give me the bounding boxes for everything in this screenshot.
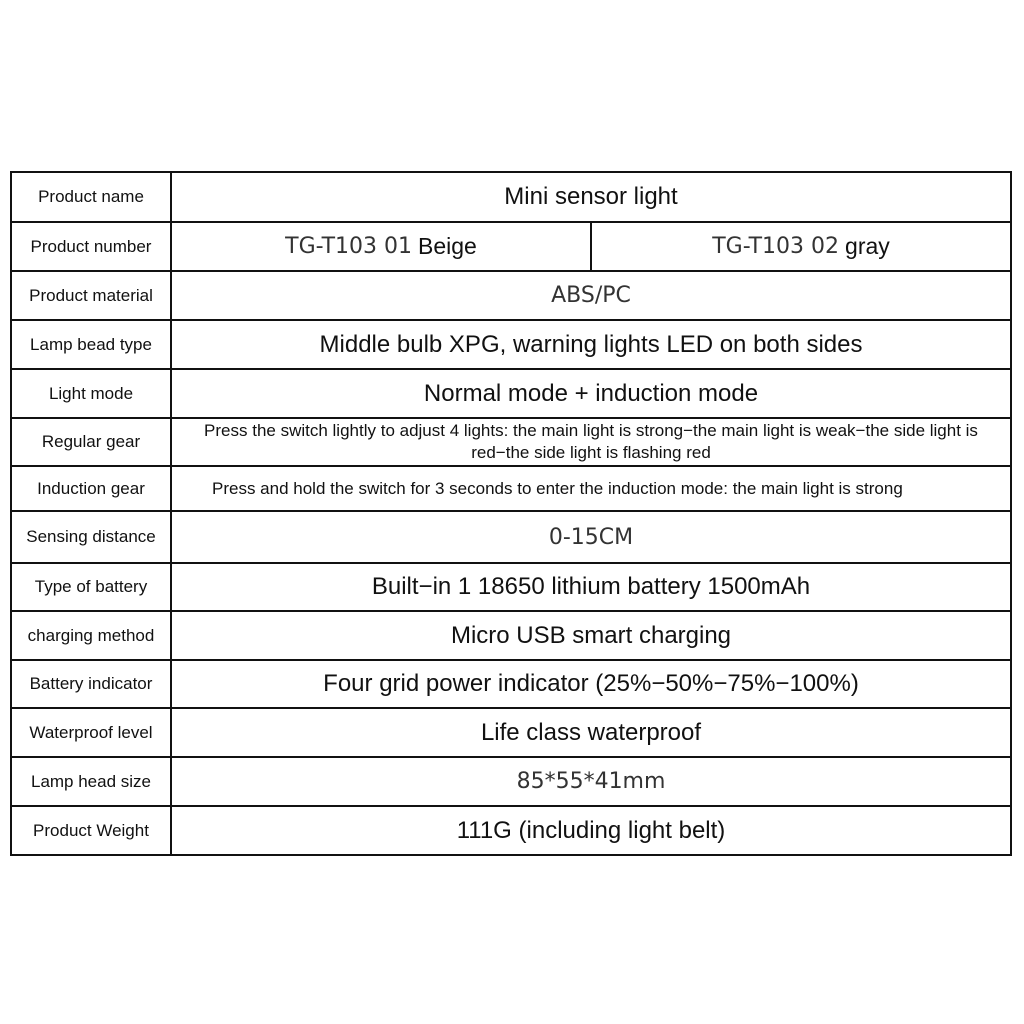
row-value: Four grid power indicator (25%−50%−75%−100%): [323, 670, 859, 697]
variant-color: Beige: [418, 233, 477, 259]
row-light-mode: [12, 368, 1010, 417]
row-label: Product Weight: [12, 807, 172, 854]
row-label: Light mode: [12, 370, 172, 417]
row-label: Lamp head size: [12, 758, 172, 805]
variant-code: TG-T103 01: [285, 234, 412, 259]
row-value: Press and hold the switch for 3 seconds to enter the induction mode: the main light is strong: [212, 478, 903, 498]
row-label: Product material: [12, 272, 172, 319]
spec-table: [10, 171, 1012, 856]
row-label: Type of battery: [12, 564, 172, 610]
row-product-number: [12, 221, 1010, 270]
row-type-of-battery: [12, 562, 1010, 610]
row-value: ABS/PC: [551, 283, 631, 308]
row-product-weight: [12, 805, 1010, 854]
row-label: Regular gear: [12, 419, 172, 465]
row-lamp-head-size: [12, 756, 1010, 805]
row-charging-method: [12, 610, 1010, 659]
product-number-variants: [172, 223, 1010, 270]
variant-code: TG-T103 02: [712, 234, 840, 259]
row-label: Product number: [12, 223, 172, 270]
row-label: Battery indicator: [12, 661, 172, 707]
row-label: Product name: [12, 173, 172, 221]
row-value: Life class waterproof: [480, 718, 702, 746]
row-label: Lamp bead type: [12, 321, 172, 368]
row-induction-gear: [12, 465, 1010, 510]
row-label: Sensing distance: [12, 512, 172, 562]
row-value: Built−in 1 18650 lithium battery 1500mAh: [371, 573, 811, 600]
variant-beige: [172, 223, 592, 270]
row-value: 111G (including light belt): [456, 816, 726, 844]
variant-color: gray: [845, 233, 890, 259]
row-product-material: [12, 270, 1010, 319]
row-sensing-distance: [12, 510, 1010, 562]
row-value: Normal mode + induction mode: [423, 379, 759, 407]
row-value: Middle bulb XPG, warning lights LED on both sides: [319, 330, 863, 358]
row-label: charging method: [12, 612, 172, 659]
row-product-name: [12, 173, 1010, 221]
variant-gray: [592, 223, 1010, 270]
row-waterproof-level: [12, 707, 1010, 756]
row-value: Micro USB smart charging: [450, 621, 732, 649]
row-value: 85*55*41mm: [516, 769, 666, 794]
row-battery-indicator: [12, 659, 1010, 707]
row-value: Mini sensor light: [504, 183, 678, 210]
row-label: Induction gear: [12, 467, 172, 510]
row-value: Press the switch lightly to adjust 4 lights: the main light is strong−the main light is weak−the side light is red−the side light is flashing red: [204, 421, 978, 462]
row-regular-gear: [12, 417, 1010, 465]
row-lamp-bead-type: [12, 319, 1010, 368]
row-label: Waterproof level: [12, 709, 172, 756]
row-value: 0-15CM: [548, 524, 634, 550]
